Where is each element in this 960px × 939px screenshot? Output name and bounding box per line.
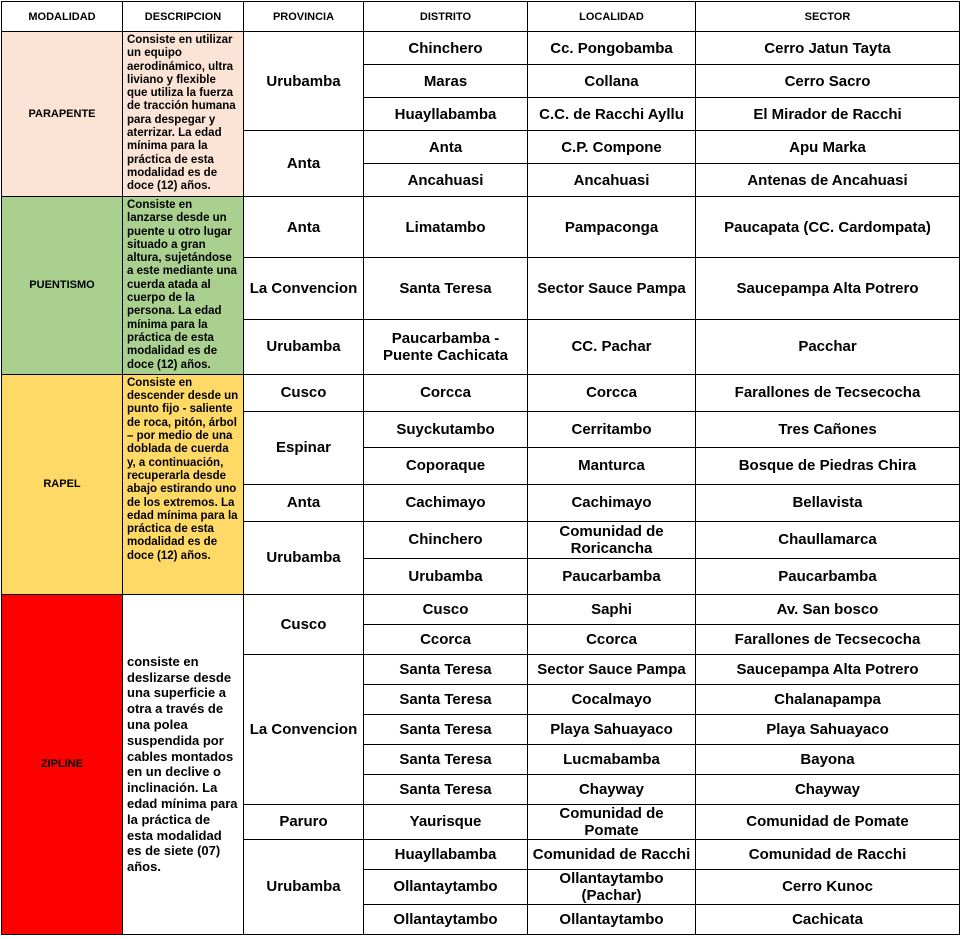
table-row — [2, 32, 960, 65]
distrito-cell: Santa Teresa — [364, 774, 528, 804]
localidad-cell: Comunidad de Racchi — [528, 839, 696, 869]
distrito-cell: Suyckutambo — [364, 411, 528, 447]
sector-cell: Pacchar — [696, 320, 960, 375]
provincia-cell: Anta — [244, 197, 364, 258]
sector-cell: Cerro Kunoc — [696, 869, 960, 904]
localidad-cell: Cc. Pongobamba — [528, 32, 696, 65]
sector-cell: Saucepampa Alta Potrero — [696, 258, 960, 320]
modalidad-cell: PUENTISMO — [2, 197, 123, 375]
localidad-cell: Saphi — [528, 594, 696, 624]
provincia-cell: Urubamba — [244, 320, 364, 375]
distrito-cell: Ccorca — [364, 624, 528, 654]
provincia-cell: Anta — [244, 484, 364, 521]
sector-cell: Antenas de Ancahuasi — [696, 164, 960, 197]
provincia-cell: Anta — [244, 131, 364, 197]
distrito-cell: Santa Teresa — [364, 654, 528, 684]
localidad-cell: C.C. de Racchi Ayllu — [528, 98, 696, 131]
provincia-cell: La Convencion — [244, 258, 364, 320]
distrito-cell: Ancahuasi — [364, 164, 528, 197]
sector-cell: Comunidad de Pomate — [696, 804, 960, 839]
distrito-cell: Chinchero — [364, 521, 528, 558]
distrito-cell: Paucarbamba - Puente Cachicata — [364, 320, 528, 375]
table-row — [2, 594, 960, 624]
distrito-cell: Huayllabamba — [364, 98, 528, 131]
sector-cell: Paucapata (CC. Cardompata) — [696, 197, 960, 258]
sector-cell: Apu Marka — [696, 131, 960, 164]
activities-table — [1, 1, 960, 935]
header-descripcion: DESCRIPCION — [123, 2, 244, 32]
sector-cell: El Mirador de Racchi — [696, 98, 960, 131]
localidad-cell: Ollantaytambo — [528, 904, 696, 934]
modalidad-cell: RAPEL — [2, 374, 123, 594]
localidad-cell: Cocalmayo — [528, 684, 696, 714]
descripcion-cell: Consiste en utilizar un equipo aerodinámico, ultra liviano y flexible que utiliza la fuerza de tracción humana para despegar y aterrizar. La edad mínima para la práctica de esta modalidad es de doce (12) años. — [123, 32, 244, 197]
localidad-cell: Collana — [528, 65, 696, 98]
provincia-cell: Urubamba — [244, 521, 364, 594]
distrito-cell: Chinchero — [364, 32, 528, 65]
localidad-cell: Corcca — [528, 374, 696, 411]
distrito-cell: Santa Teresa — [364, 684, 528, 714]
sector-cell: Chaullamarca — [696, 521, 960, 558]
distrito-cell: Ollantaytambo — [364, 904, 528, 934]
localidad-cell: Playa Sahuayaco — [528, 714, 696, 744]
localidad-cell: Manturca — [528, 447, 696, 484]
localidad-cell: Comunidad de Roricancha — [528, 521, 696, 558]
distrito-cell: Anta — [364, 131, 528, 164]
localidad-cell: Paucarbamba — [528, 558, 696, 594]
localidad-cell: Ccorca — [528, 624, 696, 654]
sector-cell: Bosque de Piedras Chira — [696, 447, 960, 484]
distrito-cell: Ollantaytambo — [364, 869, 528, 904]
localidad-cell: Pampaconga — [528, 197, 696, 258]
descripcion-cell: Consiste en lanzarse desde un puente u otro lugar situado a gran altura, sujetándose a este mediante una cuerda atada al cuerpo de la persona. La edad mínima para la práctica de esta modalidad es de doce (12) años. — [123, 197, 244, 375]
distrito-cell: Maras — [364, 65, 528, 98]
provincia-cell: La Convencion — [244, 654, 364, 804]
header-modalidad: MODALIDAD — [2, 2, 123, 32]
modalidad-cell: PARAPENTE — [2, 32, 123, 197]
distrito-cell: Huayllabamba — [364, 839, 528, 869]
localidad-cell: Cachimayo — [528, 484, 696, 521]
distrito-cell: Corcca — [364, 374, 528, 411]
distrito-cell: Cusco — [364, 594, 528, 624]
provincia-cell: Cusco — [244, 594, 364, 654]
sector-cell: Saucepampa Alta Potrero — [696, 654, 960, 684]
sector-cell: Farallones de Tecsecocha — [696, 374, 960, 411]
sector-cell: Paucarbamba — [696, 558, 960, 594]
localidad-cell: Chayway — [528, 774, 696, 804]
sector-cell: Cachicata — [696, 904, 960, 934]
distrito-cell: Limatambo — [364, 197, 528, 258]
distrito-cell: Yaurisque — [364, 804, 528, 839]
sector-cell: Comunidad de Racchi — [696, 839, 960, 869]
header-row — [2, 2, 960, 32]
distrito-cell: Santa Teresa — [364, 258, 528, 320]
descripcion-cell: Consiste en descender desde un punto fijo - saliente de roca, pitón, árbol – por medio de una doblada de cuerda y, a continuación, recuperarla desde abajo estirando uno de los extremos. La edad mínima para la práctica de esta modalidad es de doce (12) años. — [123, 374, 244, 594]
provincia-cell: Urubamba — [244, 839, 364, 934]
localidad-cell: Comunidad de Pomate — [528, 804, 696, 839]
sector-cell: Playa Sahuayaco — [696, 714, 960, 744]
header-localidad: LOCALIDAD — [528, 2, 696, 32]
descripcion-cell: consiste en deslizarse desde una superficie a otra a través de una polea suspendida por cables montados en un declive o inclinación. La edad mínima para la práctica de esta modalidad es de siete (07) años. — [123, 594, 244, 934]
provincia-cell: Cusco — [244, 374, 364, 411]
localidad-cell: Sector Sauce Pampa — [528, 258, 696, 320]
distrito-cell: Santa Teresa — [364, 744, 528, 774]
sector-cell: Chalanapampa — [696, 684, 960, 714]
sector-cell: Cerro Sacro — [696, 65, 960, 98]
sector-cell: Bellavista — [696, 484, 960, 521]
distrito-cell: Santa Teresa — [364, 714, 528, 744]
localidad-cell: Sector Sauce Pampa — [528, 654, 696, 684]
distrito-cell: Coporaque — [364, 447, 528, 484]
sector-cell: Av. San bosco — [696, 594, 960, 624]
table-row — [2, 197, 960, 258]
header-provincia: PROVINCIA — [244, 2, 364, 32]
header-distrito: DISTRITO — [364, 2, 528, 32]
provincia-cell: Espinar — [244, 411, 364, 484]
table-row — [2, 374, 960, 411]
sector-cell: Tres Cañones — [696, 411, 960, 447]
provincia-cell: Urubamba — [244, 32, 364, 131]
localidad-cell: C.P. Compone — [528, 131, 696, 164]
localidad-cell: CC. Pachar — [528, 320, 696, 375]
distrito-cell: Cachimayo — [364, 484, 528, 521]
localidad-cell: Ollantaytambo (Pachar) — [528, 869, 696, 904]
distrito-cell: Urubamba — [364, 558, 528, 594]
sector-cell: Chayway — [696, 774, 960, 804]
modalidad-cell: ZIPLINE — [2, 594, 123, 934]
sector-cell: Cerro Jatun Tayta — [696, 32, 960, 65]
sector-cell: Farallones de Tecsecocha — [696, 624, 960, 654]
localidad-cell: Cerritambo — [528, 411, 696, 447]
localidad-cell: Ancahuasi — [528, 164, 696, 197]
header-sector: SECTOR — [696, 2, 960, 32]
provincia-cell: Paruro — [244, 804, 364, 839]
sector-cell: Bayona — [696, 744, 960, 774]
localidad-cell: Lucmabamba — [528, 744, 696, 774]
